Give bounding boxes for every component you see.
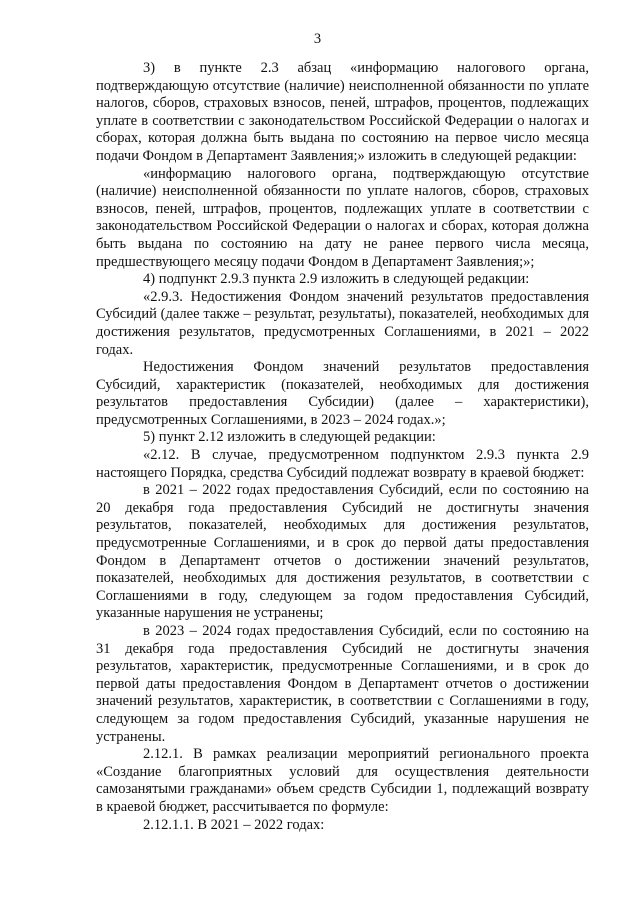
paragraph-2-12: «2.12. В случае, предусмотренном подпунктом 2.9.3 пункта 2.9 настоящего Порядка, средства Субсидий подлежат возврату в краевой бюджет: (96, 447, 589, 481)
paragraph-2021-2022: в 2021 – 2022 годах предоставления Субсидий, если по состоянию на 20 декабря года предоставления Субсидий не достигнуты значения результатов, показателей, необходимых для достижения результатов, предусмотренные Соглашениями, и в срок до первой даты предоставления Фондом в Департамент отчетов о достижении значений результатов, показателей, необходимых для достижения результатов, в соответствии с Соглашениями в году, следующем за годом предоставления Субсидий, указанные нарушения не устранены; (96, 482, 589, 622)
paragraph-2023-2024: в 2023 – 2024 годах предоставления Субсидий, если по состоянию на 31 декабря года предоставления Субсидий не достигнуты значения результатов, характеристик, предусмотренные Соглашениями, и в срок до первой даты предоставления Фондом в Департамент отчетов о достижении значений результатов, характеристик, в соответствии с Соглашениями в году, следующем за годом предоставления Субсидий, указанные нарушения не устранены. (96, 623, 589, 745)
paragraph-2-12-1-1: 2.12.1.1. В 2021 – 2022 годах: (143, 816, 325, 833)
paragraph-2-9-3-continued: Недостижения Фондом значений результатов предоставления Субсидий, характеристик (показателей, необходимых для достижения результатов предоставления Субсидии) (далее – характеристики), предусмотренных Соглашениями, в 2023 – 2024 годах.»; (96, 359, 589, 428)
paragraph-quoted-new-wording: «информацию налогового органа, подтверждающую отсутствие (наличие) неисполненной обязанности по уплате налогов, сборов, страховых взносов, пеней, штрафов, процентов, подлежащих уплате в соответствии с законодательством Российской Федерации о налогах и сборах, которая должна быть выдана по состоянию на дату не ранее первого числа месяца, предшествующего месяцу подачи Фондом в Департамент Заявления;»; (96, 165, 589, 270)
paragraph-2-12-1: 2.12.1. В рамках реализации мероприятий регионального проекта «Создание благоприятных условий для осуществления деятельности самозанятыми гражданами» объем средств Субсидии 1, подлежащий возврату в краевой бюджет, рассчитывается по формуле: (96, 746, 589, 815)
paragraph-2-9-3: «2.9.3. Недостижения Фондом значений результатов предоставления Субсидий (далее также – результат, результаты), показателей, необходимых для достижения результатов, предусмотренных Соглашениями, в 2021 – 2022 годах. (96, 288, 589, 358)
paragraph-item-5: 5) пункт 2.12 изложить в следующей редакции: (143, 429, 436, 446)
paragraph-item-3: 3) в пункте 2.3 абзац «информацию налогового органа, подтверждающую отсутствие (наличие) неисполненной обязанности по уплате налогов, сборов, страховых взносов, пеней, штрафов, процентов, подлежащих уплате в соответствии с законодательством Российской Федерации о налогах и сборах, которая должна быть выдана по состоянию на первое число месяца подачи Фондом в Департамент Заявления;» изложить в следующей редакции: (96, 60, 589, 164)
page-number: 3 (313, 31, 322, 47)
paragraph-item-4: 4) подпункт 2.9.3 пункта 2.9 изложить в следующей редакции: (143, 271, 530, 288)
